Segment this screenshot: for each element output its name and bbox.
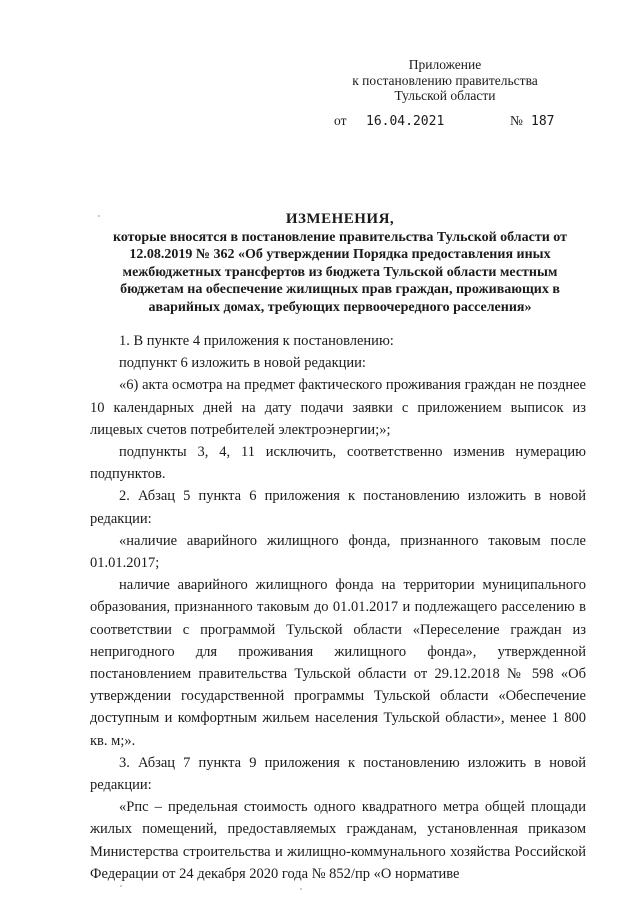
paragraph: подпункт 6 изложить в новой редакции:: [119, 355, 366, 372]
appendix-line-3: Тульской области: [394, 88, 496, 103]
document-body: [90, 330, 586, 885]
title-heading: ИЗМЕНЕНИЯ,: [285, 211, 395, 227]
document-title: [95, 211, 585, 316]
paragraph: 1. В пункте 4 приложения к постановлению:: [119, 333, 394, 349]
decree-date: 16.04.2021: [366, 114, 445, 129]
appendix-header: [345, 57, 545, 104]
scan-speck: [98, 215, 100, 217]
decree-number: 187: [531, 114, 555, 129]
scan-speck: [300, 888, 302, 890]
paragraph: 3. Абзац 7 пункта 9 приложения к постановлению изложить в новой редакции:: [90, 754, 586, 794]
paragraph: подпункты 3, 4, 11 исключить, соответственно изменив нумерацию подпунктов.: [90, 444, 586, 483]
appendix-line-1: Приложение: [408, 57, 482, 72]
scan-speck: [120, 885, 122, 887]
title-subtitle: которые вносятся в постановление правительства Тульской области от 12.08.2019 № 362 «Об утверждении Порядка предоставления иных межбюджетных трансфертов из бюджета Тульской области местным бюджетам на обеспечение жилищных прав граждан, проживающих в аварийных домах, требующих первоочередного расселения»: [112, 229, 567, 315]
number-label: №: [510, 113, 523, 128]
paragraph: 2. Абзац 5 пункта 6 приложения к постановлению изложить в новой редакции:: [90, 488, 586, 527]
paragraph: наличие аварийного жилищного фонда на территории муниципального образования, признанного таковым до 01.01.2017 и подлежащего расселению в соответствии с программой Тульской области «Переселение граждан из непригодного для проживания жилищного фонда», утвержденной постановлением правительства Тульской области от 29.12.2018 № 598 «Об утверждении государственной программы Тульской области «Обеспечение доступным и комфортным жильем населения Тульской области», менее 1 800 кв. м;».: [90, 577, 586, 749]
date-label: от: [334, 113, 347, 128]
paragraph: «Рпс – предельная стоимость одного квадратного метра общей площади жилых помещений, предоставляемых гражданам, установленная приказом Министерства строительства и жилищно-коммунального хозяйства Российской Федерации от 24 декабря 2020 года № 852/пр «О нормативе: [90, 799, 586, 882]
paragraph: «наличие аварийного жилищного фонда, признанного таковым после 01.01.2017;: [90, 532, 586, 572]
paragraph: «6) акта осмотра на предмет фактического проживания граждан не позднее 10 календарных дней на дату подачи заявки с приложением выписок из лицевых счетов потребителей электроэнергии;»;: [90, 377, 586, 438]
appendix-line-2: к постановлению правительства: [352, 72, 538, 88]
